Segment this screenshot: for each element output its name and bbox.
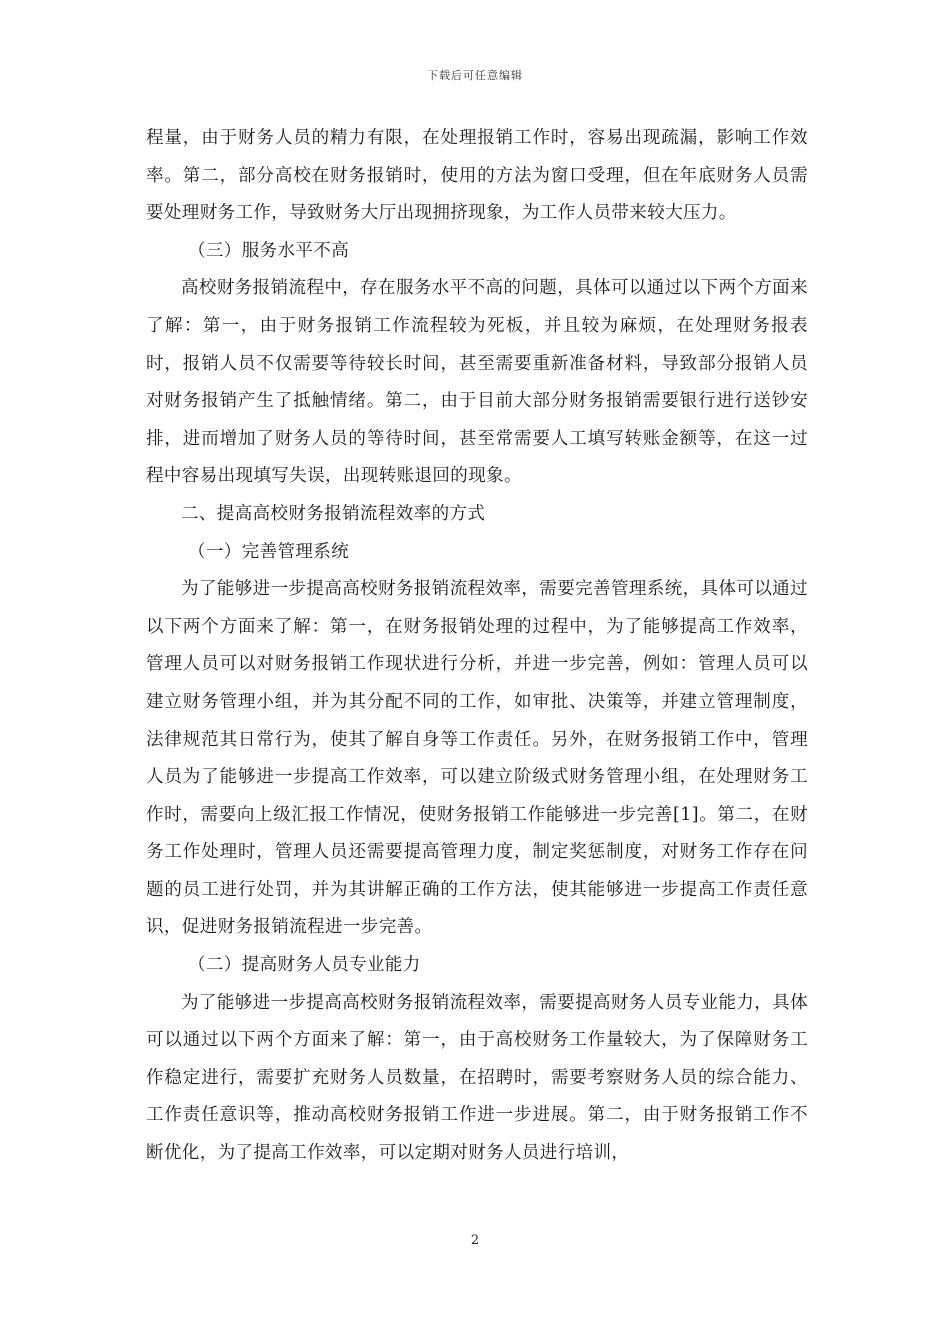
- page-header: 下载后可任意编辑: [427, 69, 523, 82]
- subheading-staff-ability: （二）提高财务人员专业能力: [188, 955, 421, 976]
- section-heading-methods: 二、提高高校财务报销流程效率的方式: [181, 503, 486, 524]
- page-number: 2: [470, 1233, 480, 1248]
- paragraph-staff-ability: 为了能够进一步提高高校财务报销流程效率，需要提高财务人员专业能力，具体可以通过以下两个方面来了解：第一，由于高校财务工作量较大，为了保障财务工作稳定进行，需要扩充财务人员数量，在招聘时，需要考察财务人员的综合能力、工作责任意识等，推动高校财务报销工作进一步进展。第二，由于财务报销工作不断优化，为了提高工作效率，可以定期对财务人员进行培训，: [146, 992, 808, 1164]
- document-body: [146, 120, 808, 1173]
- subheading-management-system: （一）完善管理系统: [188, 541, 350, 562]
- paragraph-service-level: 高校财务报销流程中，存在服务水平不高的问题，具体可以通过以下两个方面来了解：第一，由于财务报销工作流程较为死板，并且较为麻烦，在处理财务报表时，报销人员不仅需要等待较长时间，甚至需要重新准备材料，导致部分报销人员对财务报销产生了抵触情绪。第二，由于目前大部分财务报销需要银行进行送钞安排，进而增加了财务人员的等待时间，甚至常需要人工填写转账金额等，在这一过程中容易出现填写失误，出现转账退回的现象。: [146, 278, 808, 487]
- paragraph-management-system: 为了能够进一步提高高校财务报销流程效率，需要完善管理系统，具体可以通过以下两个方面来了解：第一，在财务报销处理的过程中，为了能够提高工作效率，管理人员可以对财务报销工作现状进行分析，并进一步完善，例如：管理人员可以建立财务管理小组，并为其分配不同的工作，如审批、决策等，并建立管理制度，法律规范其日常行为，使其了解自身等工作责任。另外，在财务报销工作中，管理人员为了能够进一步提高工作效率，可以建立阶级式财务管理小组，在处理财务工作时，需要向上级汇报工作情况，使财务报销工作能够进一步完善[1]。第二，在财务工作处理时，管理人员还需要提高管理力度，制定奖惩制度，对财务工作存在问题的员工进行处罚，并为其讲解正确的工作方法，使其能够进一步提高工作责任意识，促进财务报销流程进一步完善。: [146, 579, 808, 938]
- paragraph-continuation: 程量，由于财务人员的精力有限，在处理报销工作时，容易出现疏漏，影响工作效率。第二，部分高校在财务报销时，使用的方法为窗口受理，但在年底财务人员需要处理财务工作，导致财务大厅出现拥挤现象，为工作人员带来较大压力。: [146, 128, 808, 224]
- subheading-service-level: （三）服务水平不高: [188, 240, 350, 261]
